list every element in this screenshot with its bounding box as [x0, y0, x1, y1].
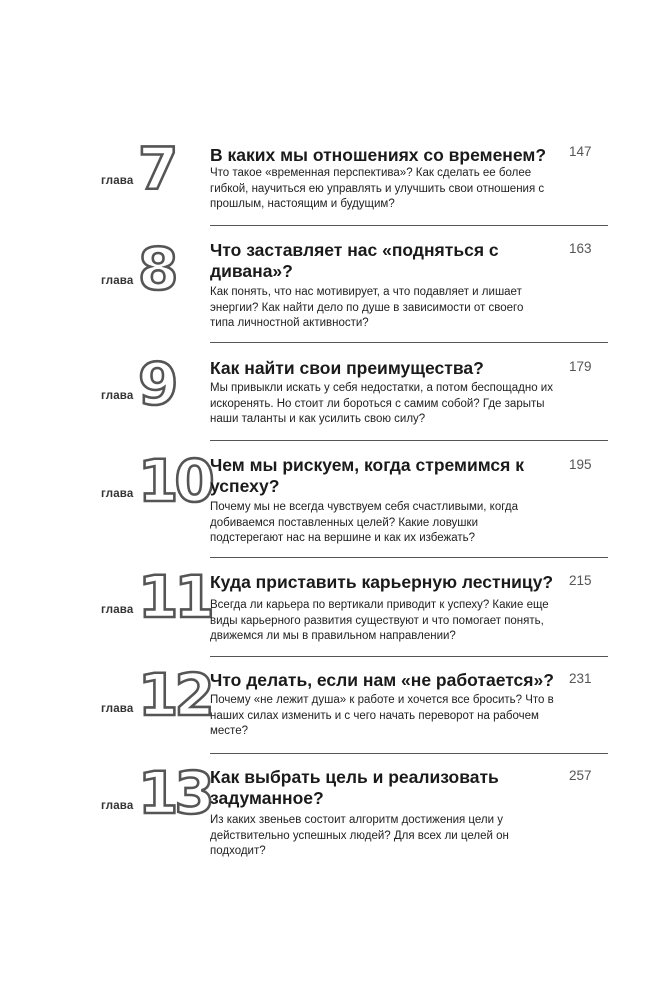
chapter-number: 8	[138, 235, 175, 303]
chapter-title[interactable]: Что делать, если нам «не работается»?	[210, 670, 554, 690]
chapter-title[interactable]: Как найти свои преимущества?	[210, 358, 484, 378]
separator	[210, 225, 608, 226]
page-number[interactable]: 195	[569, 457, 592, 472]
chapter-label: глава	[101, 604, 134, 616]
page-number[interactable]: 215	[569, 573, 592, 588]
page-number[interactable]: 147	[569, 144, 592, 159]
chapter-description: Из каких звеньев состоит алгоритм достижения цели у действительно успешных людей? Для всех ли целей он подходит?	[210, 814, 509, 857]
chapter-number: 13	[138, 759, 211, 827]
chapter-number: 10	[138, 447, 211, 515]
chapter-label: глава	[101, 390, 134, 402]
separator	[210, 440, 608, 441]
chapter-label: глава	[101, 703, 134, 715]
page-number[interactable]: 231	[569, 671, 592, 686]
chapter-number: 9	[138, 350, 175, 418]
page-number[interactable]: 257	[569, 768, 592, 783]
chapter-number: 12	[138, 661, 211, 729]
chapter-label: глава	[101, 800, 134, 812]
chapter-label: глава	[101, 175, 134, 187]
separator	[210, 557, 608, 558]
chapter-title[interactable]: Куда приставить карьерную лестницу?	[210, 572, 554, 592]
page-number[interactable]: 179	[569, 359, 592, 374]
chapter-description: Почему «не лежит душа» к работе и хочется все бросить? Что в наших силах изменить и с чего начать переворот на рабочем месте?	[210, 694, 554, 737]
separator	[210, 753, 608, 754]
chapter-number: 11	[138, 563, 211, 631]
chapter-label: глава	[101, 488, 134, 500]
chapter-description: Почему мы не всегда чувствуем себя счастливыми, когда добиваемся поставленных целей? Какие ловушки подстерегают нас на вершине и как их избежать?	[210, 501, 519, 544]
chapter-title[interactable]: Чем мы рискуем, когда стремимся к успеху?	[210, 455, 524, 496]
chapter-title[interactable]: Что заставляет нас «подняться с дивана»?	[210, 240, 499, 281]
page-number[interactable]: 163	[569, 241, 592, 256]
chapter-number: 7	[138, 135, 175, 203]
chapter-description: Мы привыкли искать у себя недостатки, а потом беспощадно их искоренять. Но стоит ли бороться с самим собой? Где зарыты наши таланты и как усилить свою силу?	[210, 382, 553, 425]
chapter-description: Что такое «временная перспектива»? Как сделать ее более гибкой, научиться ею управлять и улучшить свои отношения с прошлым, настоящим и будущим?	[210, 167, 545, 210]
chapter-label: глава	[101, 275, 134, 287]
chapter-title[interactable]: В каких мы отношениях со временем?	[210, 145, 547, 165]
separator	[210, 656, 608, 657]
separator	[210, 342, 608, 343]
chapter-description: Как понять, что нас мотивирует, а что подавляет и лишает энергии? Как найти дело по душе в зависимости от своего типа личностной активности?	[210, 286, 524, 329]
chapter-title[interactable]: Как выбрать цель и реализовать задуманное?	[210, 767, 499, 808]
chapter-description: Всегда ли карьера по вертикали приводит к успеху? Какие еще виды карьерного развития существуют и что помогает понять, движемся ли мы в правильном направлении?	[210, 599, 549, 642]
